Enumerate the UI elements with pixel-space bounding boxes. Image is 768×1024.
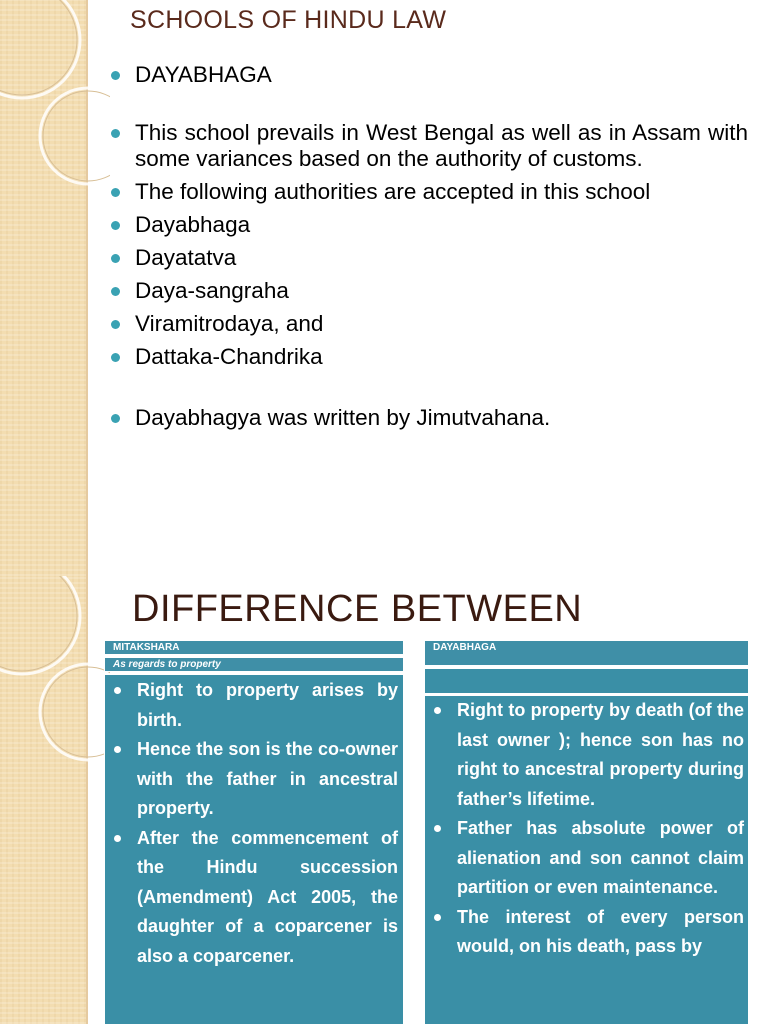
list-item: Dayabhagya was written by Jimutvahana. <box>108 405 748 431</box>
dayabhaga-points <box>428 696 744 962</box>
list-item: After the commencement of the Hindu succession (Amendment) Act 2005, the daughter of a coparcener is also a coparcener. <box>108 824 398 972</box>
list-item: The following authorities are accepted in this school <box>108 179 748 205</box>
decorative-rings-icon <box>0 0 110 210</box>
list-item: The interest of every person would, on his death, pass by <box>428 903 744 962</box>
list-item: Right to property arises by birth. <box>108 676 398 735</box>
empty-subheader-cell <box>424 668 749 694</box>
mitakshara-points <box>108 676 398 971</box>
decorative-rings-icon <box>0 576 110 786</box>
slide-title: SCHOOLS OF HINDU LAW <box>130 6 447 34</box>
list-item: Dayatatva <box>108 245 748 271</box>
list-item: Father has absolute power of alienation and son cannot claim partition or even maintenance. <box>428 814 744 903</box>
list-item: Dattaka-Chandrika <box>108 344 748 370</box>
list-item: Dayabhaga <box>108 212 748 238</box>
list-item: Daya-sangraha <box>108 278 748 304</box>
column-header-dayabhaga: DAYABHAGA <box>424 640 749 666</box>
column-subheader: As regards to property <box>104 657 404 672</box>
list-item: DAYABHAGA <box>108 62 748 88</box>
bullet-list <box>108 62 748 431</box>
slide-difference-between <box>0 576 768 1024</box>
slide-title: DIFFERENCE BETWEEN <box>132 588 583 630</box>
list-item: Hence the son is the co-owner with the father in ancestral property. <box>108 735 398 824</box>
column-header-mitakshara: MITAKSHARA <box>104 640 404 655</box>
list-item: Right to property by death (of the last owner ); hence son has no right to ancestral property during father’s lifetime. <box>428 696 744 814</box>
list-item: Viramitrodaya, and <box>108 311 748 337</box>
list-item: This school prevails in West Bengal as well as in Assam with some variances based on the authority of customs. <box>108 120 748 172</box>
